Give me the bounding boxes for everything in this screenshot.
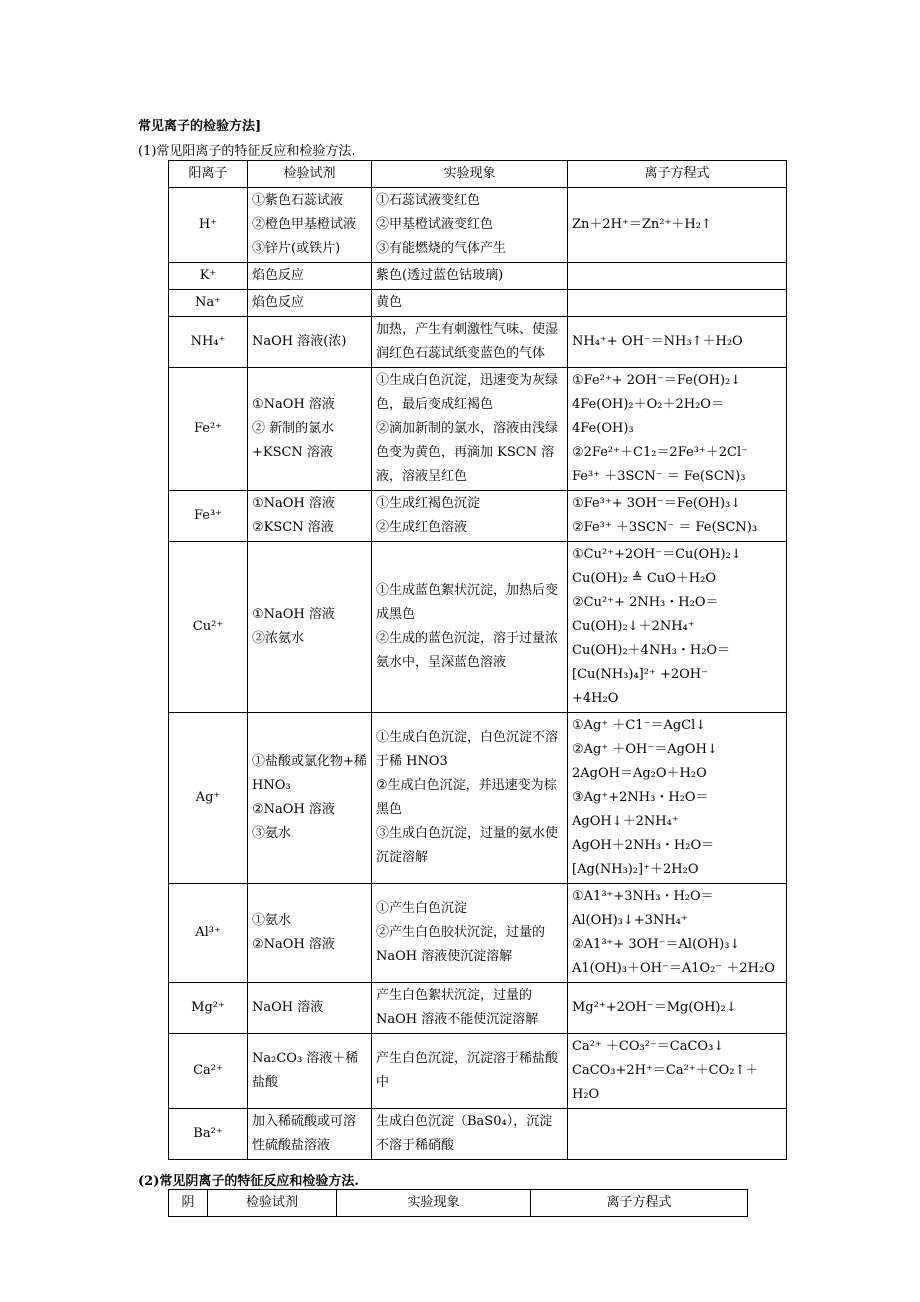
table-row	[169, 983, 787, 1034]
table-row	[169, 368, 787, 491]
ion-cell: NH₄⁺	[169, 317, 248, 368]
table-row	[169, 188, 787, 263]
ion-cell: Fe²⁺	[169, 368, 248, 491]
table-row	[169, 713, 787, 884]
reagent-cell: ①盐酸或氯化物+稀 HNO₃ ②NaOH 溶液 ③氨水	[248, 713, 372, 884]
ion-cell: K⁺	[169, 263, 248, 290]
equation-cell: Zn＋2H⁺＝Zn²⁺＋H₂↑	[568, 188, 787, 263]
table-row	[169, 884, 787, 983]
reagent-cell: ①紫色石蕊试液 ②橙色甲基橙试液 ③锌片(或铁片)	[248, 188, 372, 263]
header-cell: 阳离子	[169, 161, 248, 188]
ion-cell: H⁺	[169, 188, 248, 263]
header-cell: 实验现象	[372, 161, 568, 188]
reagent-cell: ①NaOH 溶液 ②KSCN 溶液	[248, 491, 372, 542]
ion-cell: Ba²⁺	[169, 1109, 248, 1160]
reagent-cell: NaOH 溶液(浓)	[248, 317, 372, 368]
equation-cell: ①A1³⁺+3NH₃・H₂O＝ Al(OH)₃↓+3NH₄⁺ ②A1³⁺+ 3OH⁻＝Al(OH)₃↓ A1(OH)₃＋OH⁻＝A1O₂⁻ ＋2H₂O	[568, 884, 787, 983]
reagent-cell: ①氨水 ②NaOH 溶液	[248, 884, 372, 983]
phenomenon-cell: ①生成白色沉淀，白色沉淀不溶于稀 HNO3 ②生成白色沉淀，并迅速变为棕黑色 ③生成白色沉淀，过量的氨水使沉淀溶解	[372, 713, 568, 884]
reagent-cell: ①NaOH 溶液 ② 新制的氯水+KSCN 溶液	[248, 368, 372, 491]
phenomenon-cell: 产生白色絮状沉淀，过量的 NaOH 溶液不能使沉淀溶解	[372, 983, 568, 1034]
equation-cell: Mg²⁺+2OH⁻＝Mg(OH)₂↓	[568, 983, 787, 1034]
ion-cell: Na⁺	[169, 290, 248, 317]
header-cell: 检验试剂	[248, 161, 372, 188]
phenomenon-cell: ①产生白色沉淀 ②产生白色胶状沉淀，过量的 NaOH 溶液使沉淀溶解	[372, 884, 568, 983]
ion-cell: Mg²⁺	[169, 983, 248, 1034]
table-row	[169, 491, 787, 542]
phenomenon-cell: 紫色(透过蓝色钴玻璃)	[372, 263, 568, 290]
equation-cell: Ca²⁺ ＋CO₃²⁻＝CaCO₃↓ CaCO₃+2H⁺＝Ca²⁺＋CO₂↑＋H₂O	[568, 1034, 787, 1109]
reagent-cell: NaOH 溶液	[248, 983, 372, 1034]
ion-cell: Cu²⁺	[169, 542, 248, 713]
table-row	[169, 542, 787, 713]
reagent-cell: Na₂CO₃ 溶液＋稀盐酸	[248, 1034, 372, 1109]
section-1-heading: (1)常见阳离子的特征反应和检验方法.	[138, 144, 356, 159]
table-row	[169, 290, 787, 317]
phenomenon-cell: 产生白色沉淀，沉淀溶于稀盐酸中	[372, 1034, 568, 1109]
equation-cell: ①Ag⁺ ＋C1⁻＝AgCl↓ ②Ag⁺ ＋OH⁻＝AgOH↓ 2AgOH＝Ag₂O＋H₂O ③Ag⁺+2NH₃・H₂O＝ AgOH↓＋2NH₄⁺ AgOH＋2NH₃・H₂O＝ [Ag(NH₃)₂]⁺＋2H₂O	[568, 713, 787, 884]
phenomenon-cell: 生成白色沉淀（BaS0₄），沉淀不溶于稀硝酸	[372, 1109, 568, 1160]
phenomenon-cell: ①石蕊试液变红色 ②甲基橙试液变红色 ③有能燃烧的气体产生	[372, 188, 568, 263]
equation-cell: ①Fe²⁺+ 2OH⁻＝Fe(OH)₂↓ 4Fe(OH)₂＋O₂＋2H₂O＝4Fe(OH)₃ ②2Fe²⁺＋C1₂＝2Fe³⁺＋2Cl⁻ Fe³⁺ ＋3SCN⁻ ＝ Fe(SCN)₃	[568, 368, 787, 491]
reagent-cell: ①NaOH 溶液 ②浓氨水	[248, 542, 372, 713]
equation-cell: ①Fe³⁺+ 3OH⁻＝Fe(OH)₃↓ ②Fe³⁺ ＋3SCN⁻ ＝ Fe(SCN)₃	[568, 491, 787, 542]
ion-cell: Fe³⁺	[169, 491, 248, 542]
anion-test-table	[168, 1189, 748, 1217]
table-header-row	[169, 1190, 748, 1217]
header-cell: 离子方程式	[531, 1190, 748, 1217]
ion-cell: Ca²⁺	[169, 1034, 248, 1109]
cation-test-table	[168, 160, 787, 1160]
page-title: 常见离子的检验方法]	[138, 119, 262, 134]
equation-cell	[568, 290, 787, 317]
phenomenon-cell: 黄色	[372, 290, 568, 317]
table-row	[169, 317, 787, 368]
header-cell: 实验现象	[337, 1190, 531, 1217]
reagent-cell: 焰色反应	[248, 290, 372, 317]
table-row	[169, 1034, 787, 1109]
phenomenon-cell: ①生成白色沉淀，迅速变为灰绿色，最后变成红褐色 ②滴加新制的氯水，溶液由浅绿色变为黄色，再滴加 KSCN 溶液，溶液呈红色	[372, 368, 568, 491]
equation-cell	[568, 263, 787, 290]
equation-cell	[568, 1109, 787, 1160]
equation-cell: ①Cu²⁺+2OH⁻＝Cu(OH)₂↓ Cu(OH)₂ ≜ CuO＋H₂O ②Cu²⁺+ 2NH₃・H₂O＝ Cu(OH)₂↓＋2NH₄⁺ Cu(OH)₂＋4NH₃・H₂O＝ [Cu(NH₃)₄]²⁺ +2OH⁻ +4H₂O	[568, 542, 787, 713]
phenomenon-cell: ①生成红褐色沉淀 ②生成红色溶液	[372, 491, 568, 542]
header-cell: 阴	[169, 1190, 208, 1217]
table-row	[169, 263, 787, 290]
ion-cell: Al³⁺	[169, 884, 248, 983]
header-cell: 离子方程式	[568, 161, 787, 188]
phenomenon-cell: ①生成蓝色絮状沉淀，加热后变成黑色 ②生成的蓝色沉淀，溶于过量浓氨水中，呈深蓝色溶液	[372, 542, 568, 713]
table-header-row	[169, 161, 787, 188]
header-cell: 检验试剂	[208, 1190, 337, 1217]
phenomenon-cell: 加热，产生有刺激性气味、使湿润红色石蕊试纸变蓝色的气体	[372, 317, 568, 368]
reagent-cell: 焰色反应	[248, 263, 372, 290]
ion-cell: Ag⁺	[169, 713, 248, 884]
table-row	[169, 1109, 787, 1160]
reagent-cell: 加入稀硫酸或可溶性硫酸盐溶液	[248, 1109, 372, 1160]
section-2-heading: (2)常见阴离子的特征反应和检验方法.	[138, 1174, 359, 1189]
equation-cell: NH₄⁺+ OH⁻＝NH₃↑＋H₂O	[568, 317, 787, 368]
